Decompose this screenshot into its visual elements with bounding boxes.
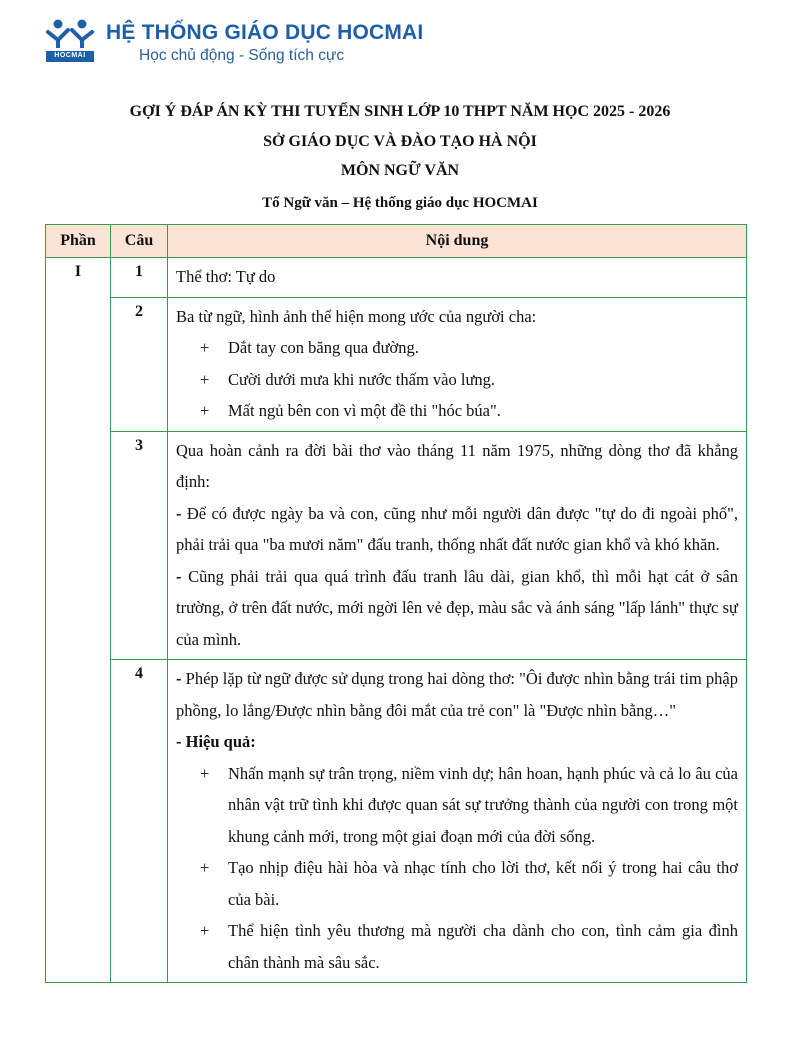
answer-content [168, 258, 747, 298]
list-item-text: Thể hiện tình yêu thương mà người cha dành cho con, tình cảm gia đình chân thành mà sâu sắc. [228, 921, 738, 972]
bullet-marker: + [200, 401, 210, 420]
list-item [176, 852, 738, 915]
subject-title: MÔN NGỮ VĂN [340, 162, 460, 179]
author-title: Tổ Ngữ văn – Hệ thống giáo dục HOCMAI [262, 195, 538, 211]
bullet-marker: + [200, 369, 210, 389]
effect-label: - Hiệu quả: [176, 732, 256, 751]
paragraph-text: Để có được ngày ba và con, cũng như mỗi người dân được "tự do đi ngoài phố", phải trải qua "ba mươi năm" đấu tranh, thống nhất đất nước gian khổ và khó khăn. [176, 503, 739, 554]
list-item-text: Mất ngủ bên con vì một đề thi "hóc búa". [228, 401, 501, 420]
bullet-marker: + [200, 338, 210, 357]
table-header-row [46, 225, 747, 258]
list-item [176, 332, 738, 364]
paragraph-text: Phép lặp từ ngữ được sử dụng trong hai dòng thơ: "Ôi được nhìn bằng trái tim phập phồng, lo lắng/Được nhìn bằng đôi mắt của trẻ con" là "Được nhìn bằng…" [176, 669, 739, 720]
logo-label: HOCMAI [54, 52, 86, 59]
dash-marker: - [176, 669, 186, 688]
answer-paragraph [176, 498, 738, 561]
answer-content [168, 297, 747, 431]
department-title: SỞ GIÁO DỤC VÀ ĐÀO TẠO HÀ NỘI [263, 133, 537, 150]
question-number: 2 [111, 297, 168, 431]
brand-name: HỆ THỐNG GIÁO DỤC HOCMAI [106, 21, 424, 44]
table-row [46, 258, 747, 298]
answer-intro: Ba từ ngữ, hình ảnh thể hiện mong ước của người cha: [176, 306, 537, 326]
dash-marker: - [176, 503, 187, 523]
list-item-text: Cười dưới mưa khi nước thấm vào lưng. [228, 369, 496, 389]
bullet-marker: + [200, 858, 210, 877]
list-item-text: Tạo nhịp điệu hài hòa và nhạc tính cho lời thơ, kết nối ý trong hai câu thơ của bài. [228, 858, 738, 909]
list-item [176, 915, 738, 978]
exam-title: GỢI Ý ĐÁP ÁN KỲ THI TUYỂN SINH LỚP 10 THPT NĂM HỌC 2025 - 2026 [129, 103, 671, 120]
answer-intro: Qua hoàn cảnh ra đời bài thơ vào tháng 11 năm 1975, những dòng thơ đã khẳng định: [176, 440, 738, 491]
answer-paragraph [176, 663, 738, 726]
header-content: Nội dung [168, 225, 747, 258]
answer-content [168, 660, 747, 983]
list-item [176, 395, 738, 427]
part-cell: I [46, 258, 111, 983]
table-row [46, 431, 747, 660]
answer-text: Thể thơ: Tự do [176, 267, 276, 286]
header-part: Phần [46, 225, 111, 258]
answer-content [168, 431, 747, 660]
list-item [176, 758, 738, 853]
question-number: 1 [111, 258, 168, 298]
bullet-marker: + [200, 921, 210, 940]
list-item-text: Nhấn mạnh sự trân trọng, niềm vinh dự; hân hoan, hạnh phúc và cả lo âu của nhân vật trữ tình khi được quan sát sự trưởng thành của người con trong một khung cảnh mới, trong một giai đoạn mới của đời sống. [228, 763, 738, 846]
list-item-text: Dắt tay con băng qua đường. [228, 338, 419, 357]
dash-marker: - [176, 566, 189, 586]
paragraph-text: Cũng phải trải qua quá trình đấu tranh lâu dài, gian khổ, thì mỗi hạt cát ở sân trường, ở trên đất nước, mới ngời lên vẻ đẹp, màu sắc và ánh sáng "lấp lánh" thực sự của mình. [176, 566, 738, 649]
question-number: 3 [111, 431, 168, 660]
list-item [176, 364, 738, 396]
table-row [46, 660, 747, 983]
brand-tagline: Học chủ động - Sống tích cực [139, 47, 345, 64]
question-number: 4 [111, 660, 168, 983]
answer-paragraph [176, 561, 738, 656]
bullet-marker: + [200, 763, 210, 783]
header-question: Câu [111, 225, 168, 258]
answer-table [45, 224, 747, 983]
table-row [46, 297, 747, 431]
